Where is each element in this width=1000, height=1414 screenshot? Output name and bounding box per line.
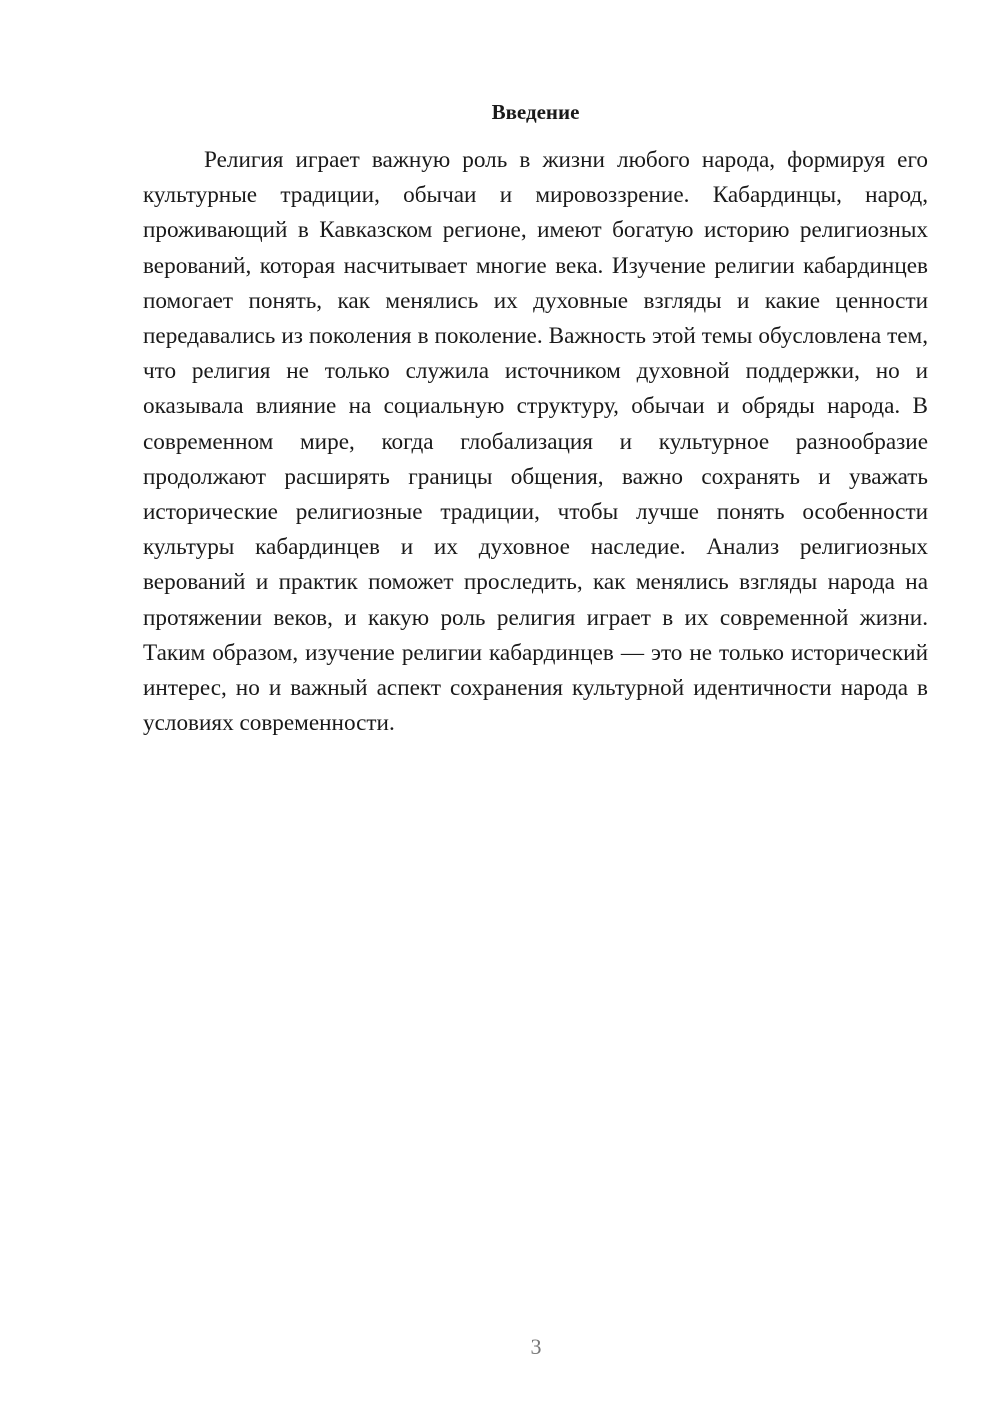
section-heading: Введение: [491, 100, 580, 124]
introduction-paragraph: Религия играет важную роль в жизни любого народа, формируя его культурные традиции, обычаи и мировоззрение. Кабардинцы, народ, проживающий в Кавказском регионе, имеют богатую историю религиозных верований, которая насчитывает многие века. Изучение религии кабардинцев помогает понять, как менялись их духовные взгляды и какие ценности передавались из поколения в поколение. Важность этой темы обусловлена тем, что религия не только служила источником духовной поддержки, но и оказывала влияние на социальную структуру, обычаи и обряды народа. В современном мире, когда глобализация и культурное разнообразие продолжают расширять границы общения, важно сохранять и уважать исторические религиозные традиции, чтобы лучше понять особенности культуры кабардинцев и их духовное наследие. Анализ религиозных верований и практик поможет проследить, как менялись взгляды народа на протяжении веков, и какую роль религия играет в их современной жизни. Таким образом, изучение религии кабардинцев — это не только исторический интерес, но и важный аспект сохранения культурной идентичности народа в условиях современности.: [143, 147, 928, 737]
page-number: 3: [530, 1334, 542, 1359]
